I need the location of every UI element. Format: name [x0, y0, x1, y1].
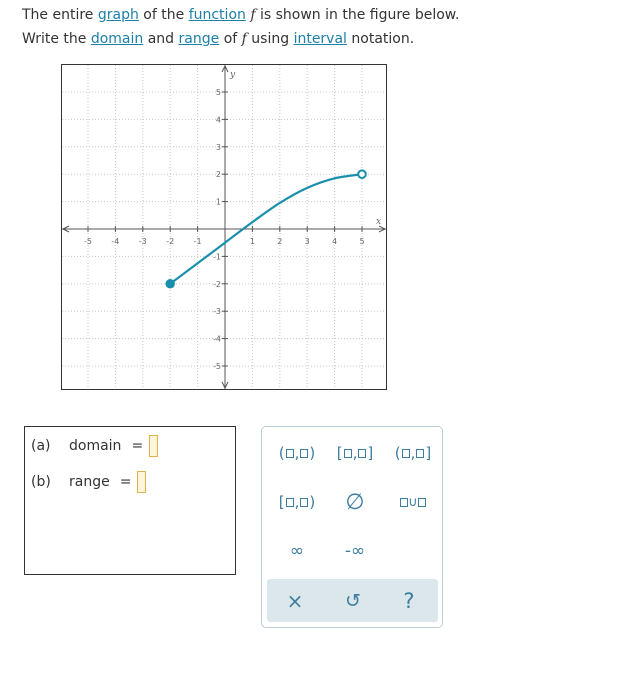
closed-endpoint [166, 280, 174, 288]
y-tick-label: 1 [215, 197, 221, 207]
x-tick-label: 4 [332, 237, 338, 246]
x-tick-label: -2 [166, 237, 175, 246]
prompt-text: The entire [22, 7, 98, 23]
palette-action-bar [267, 579, 438, 622]
y-tick-label: -1 [213, 252, 221, 262]
math-palette [261, 426, 443, 628]
open-closed-interval-button[interactable]: ( , ] [394, 444, 432, 462]
x-tick-label: 1 [249, 237, 255, 246]
empty-set-button[interactable]: ∅ [345, 489, 365, 515]
prompt-text: Write the [22, 31, 91, 47]
prompt-line-2 [22, 29, 414, 49]
range-input[interactable] [137, 471, 146, 493]
function-variable: f [241, 31, 247, 47]
equals-sign: = [119, 474, 132, 490]
prompt-text: is shown in the figure below. [255, 7, 460, 23]
graph-plot [62, 65, 386, 389]
x-tick-label: -5 [84, 237, 92, 246]
function-link[interactable]: function [188, 7, 246, 23]
prompt-text: and [143, 31, 179, 47]
x-tick-label: -3 [138, 237, 147, 246]
x-tick-label: 3 [304, 237, 310, 246]
range-link[interactable]: range [178, 31, 220, 47]
x-tick-label: 2 [277, 237, 283, 246]
closed-open-interval-button[interactable]: [ , ) [278, 493, 316, 511]
negative-infinity-button[interactable]: -∞ [344, 541, 366, 561]
part-a-label: (a) [31, 438, 51, 454]
range-row [31, 471, 146, 493]
domain-link[interactable]: domain [90, 31, 144, 47]
domain-input[interactable] [149, 435, 158, 457]
prompt-text: notation. [346, 31, 415, 47]
open-endpoint [358, 170, 366, 178]
answer-box [24, 426, 236, 575]
domain-label: domain [69, 438, 122, 454]
y-axis-label: y [230, 70, 236, 80]
graph-link[interactable]: graph [97, 7, 139, 23]
prompt-text: using [246, 31, 294, 47]
domain-row [31, 435, 158, 457]
prompt-line-1 [22, 5, 459, 25]
range-label: range [69, 474, 110, 490]
function-graph [61, 64, 387, 390]
y-tick-label: 4 [215, 115, 221, 125]
interval-link[interactable]: interval [293, 31, 347, 47]
clear-button[interactable]: × [286, 588, 304, 613]
equals-sign: = [131, 438, 144, 454]
closed-closed-interval-button[interactable]: [ , ] [336, 444, 374, 462]
prompt-text: of [219, 31, 242, 47]
union-button[interactable]: ∪ [386, 488, 440, 516]
prompt-text: of the [138, 7, 189, 23]
y-tick-label: 2 [215, 170, 221, 180]
help-button[interactable]: ? [403, 588, 415, 613]
undo-button[interactable]: ↺ [345, 589, 361, 612]
y-tick-label: -5 [213, 362, 221, 371]
y-tick-label: -4 [213, 334, 221, 344]
x-tick-label: -4 [111, 237, 120, 246]
open-open-interval-button[interactable]: ( , ) [278, 444, 316, 462]
part-b-label: (b) [31, 474, 51, 490]
infinity-button[interactable]: ∞ [289, 541, 305, 561]
y-tick-label: -2 [213, 279, 221, 289]
function-variable: f [250, 7, 256, 23]
y-tick-label: -3 [213, 307, 221, 317]
y-tick-label: 5 [215, 88, 221, 97]
y-tick-label: 3 [215, 142, 221, 152]
x-tick-label: -1 [193, 237, 202, 246]
x-tick-label: 5 [359, 237, 365, 246]
x-axis-label: x [376, 217, 382, 227]
